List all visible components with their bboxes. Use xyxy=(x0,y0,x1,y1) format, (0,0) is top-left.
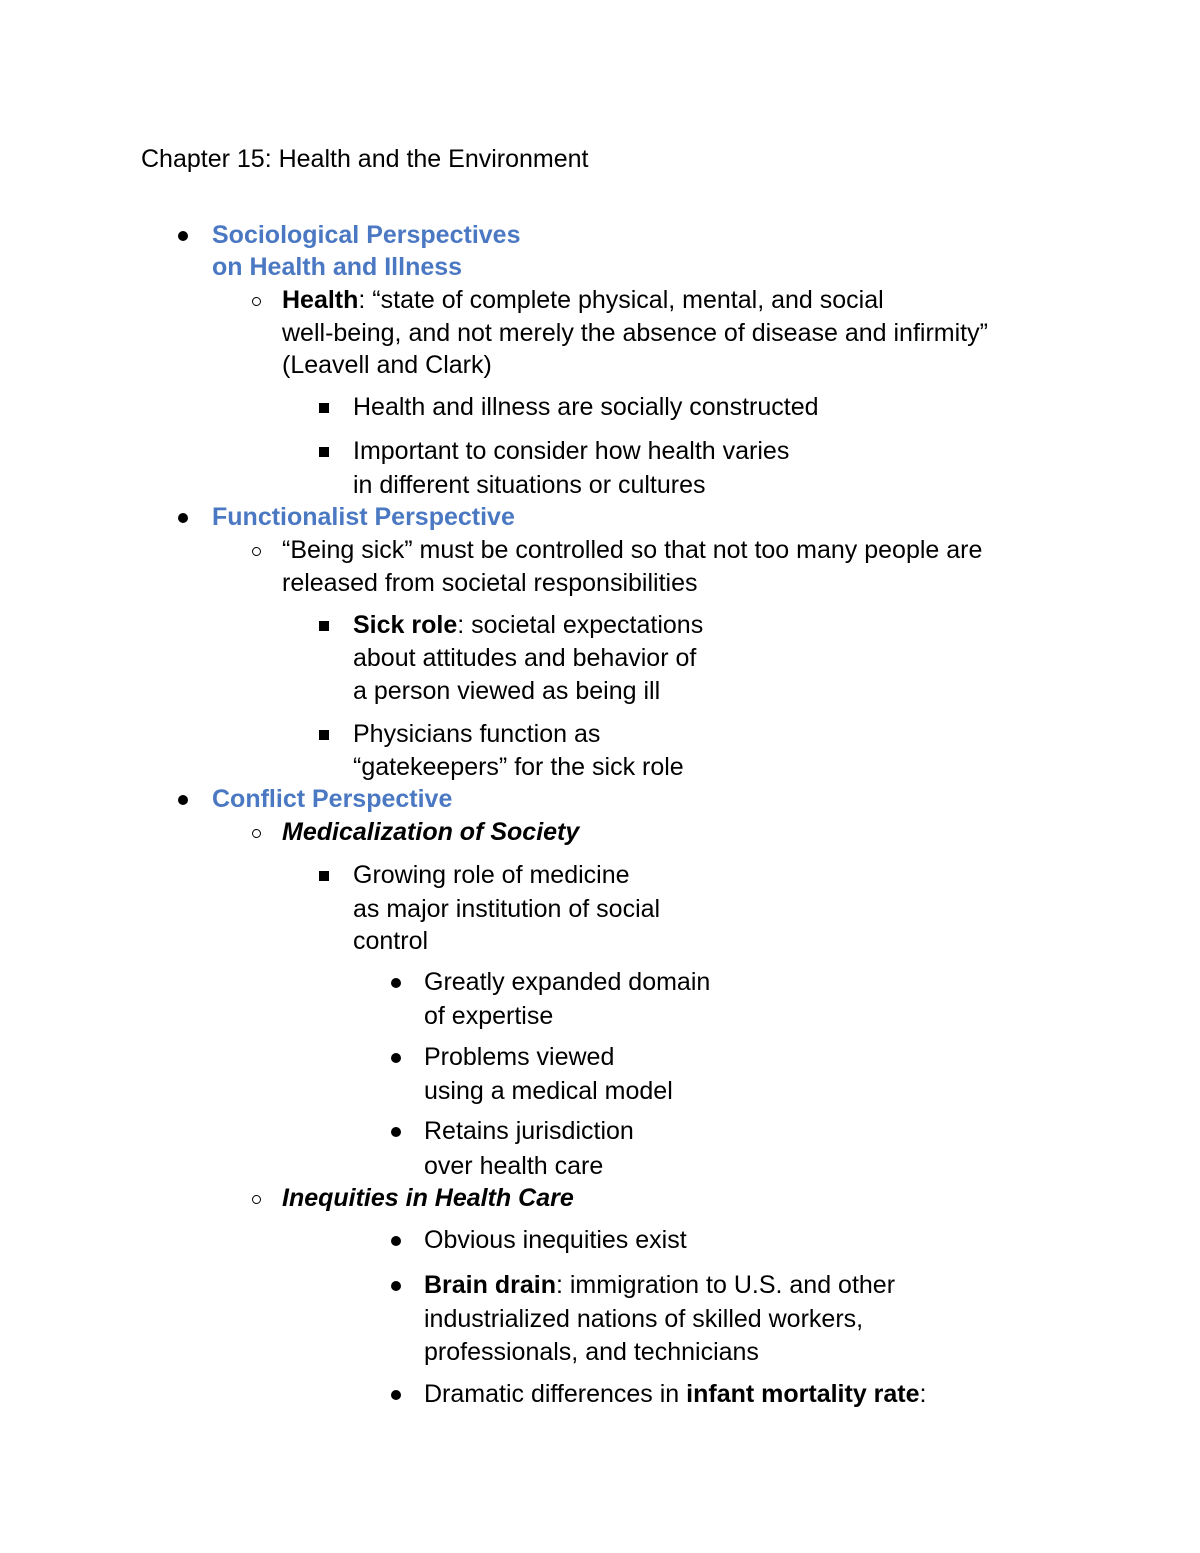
bullet-square xyxy=(317,858,331,892)
bullet-square xyxy=(317,434,331,468)
point-socially-constructed: Health and illness are socially constructed xyxy=(353,393,819,421)
bullet-square xyxy=(317,390,331,424)
heading-sociological-line2: on Health and Illness xyxy=(212,253,463,281)
point-health-varies-line2: in different situations or cultures xyxy=(353,471,706,499)
heading-medicalization: Medicalization of Society xyxy=(282,818,580,846)
sick-role-term: Sick role xyxy=(353,611,458,639)
physicians-line1: Physicians function as xyxy=(353,720,601,748)
problems-viewed-line2: using a medical model xyxy=(424,1077,673,1105)
heading-inequities: Inequities in Health Care xyxy=(282,1184,574,1212)
bullet-ring xyxy=(249,533,263,567)
bullet-dot xyxy=(176,782,190,816)
bullet-dot xyxy=(389,1040,403,1074)
bullet-dot xyxy=(176,218,190,252)
heading-conflict: Conflict Perspective xyxy=(212,785,453,813)
bullet-dot xyxy=(389,1114,403,1148)
brain-drain-term: Brain drain xyxy=(424,1271,556,1299)
bullet-dot xyxy=(389,965,403,999)
jurisdiction-line1: Retains jurisdiction xyxy=(424,1117,634,1145)
heading-functionalist: Functionalist Perspective xyxy=(212,503,515,531)
infant-mortality-term: infant mortality rate xyxy=(686,1380,920,1408)
growing-role-line2: as major institution of social xyxy=(353,895,661,923)
bullet-dot xyxy=(389,1223,403,1257)
physicians-line2: “gatekeepers” for the sick role xyxy=(353,753,684,781)
sick-role-line3: a person viewed as being ill xyxy=(353,677,661,705)
bullet-square xyxy=(317,717,331,751)
health-term: Health xyxy=(282,286,359,314)
health-definition-line3: (Leavell and Clark) xyxy=(282,351,492,379)
problems-viewed-line1: Problems viewed xyxy=(424,1043,615,1071)
sick-role-line2: about attitudes and behavior of xyxy=(353,644,697,672)
being-sick-line1: “Being sick” must be controlled so that not too many people are xyxy=(282,536,983,564)
bullet-dot xyxy=(389,1377,403,1411)
expanded-domain-line1: Greatly expanded domain xyxy=(424,968,711,996)
brain-drain-line2: industrialized nations of skilled workers, xyxy=(424,1305,864,1333)
bullet-ring xyxy=(249,283,263,317)
growing-role-line3: control xyxy=(353,927,429,955)
bullet-ring xyxy=(249,815,263,849)
growing-role-line1: Growing role of medicine xyxy=(353,861,630,889)
bullet-ring xyxy=(249,1181,263,1215)
bullet-dot xyxy=(389,1268,403,1302)
brain-drain-line3: professionals, and technicians xyxy=(424,1338,759,1366)
point-health-varies-line1: Important to consider how health varies xyxy=(353,437,790,465)
obvious-inequities: Obvious inequities exist xyxy=(424,1226,687,1254)
sick-role-definition: Sick role: societal expectations xyxy=(353,611,704,639)
heading-sociological-line1: Sociological Perspectives xyxy=(212,221,521,249)
infant-mortality-line: Dramatic differences in infant mortality rate: xyxy=(424,1380,927,1408)
being-sick-line2: released from societal responsibilities xyxy=(282,569,698,597)
expanded-domain-line2: of expertise xyxy=(424,1002,554,1030)
bullet-dot xyxy=(176,500,190,534)
brain-drain-definition: Brain drain: immigration to U.S. and other xyxy=(424,1271,896,1299)
health-definition-line2: well-being, and not merely the absence of disease and infirmity” xyxy=(282,319,988,347)
health-definition: Health: “state of complete physical, mental, and social xyxy=(282,286,884,314)
bullet-square xyxy=(317,608,331,642)
jurisdiction-line2: over health care xyxy=(424,1152,604,1180)
page-title: Chapter 15: Health and the Environment xyxy=(141,145,589,173)
